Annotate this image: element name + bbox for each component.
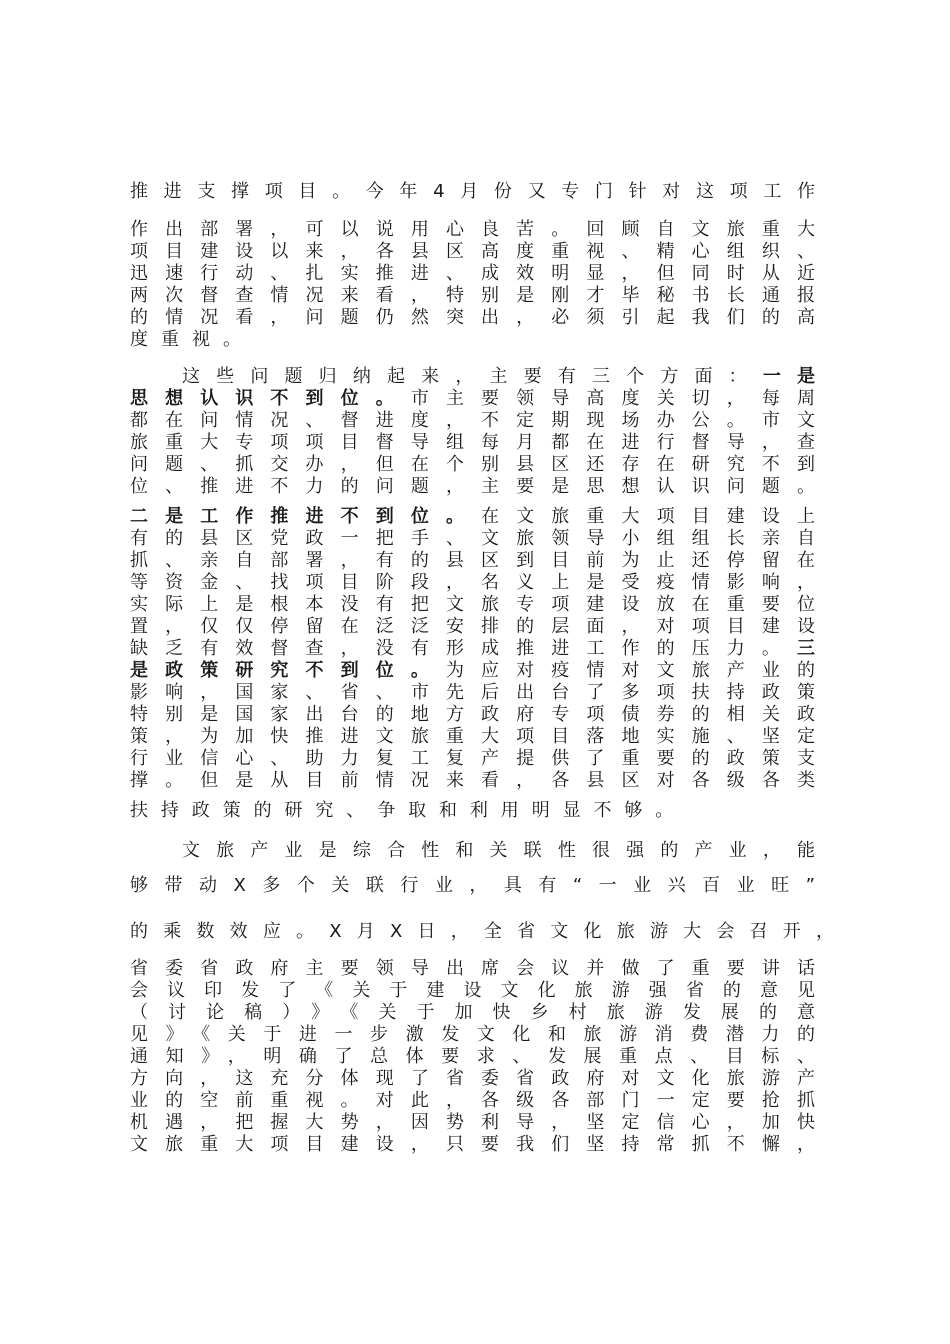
- text-line: 通知》，明确了总体要求、发展重点、目标、: [130, 1046, 815, 1067]
- text-line: [130, 638, 815, 660]
- text-line: 实际上是根本没有把文旅专项建设放在重要位: [130, 594, 815, 615]
- text-line: 方向，这充分体现了省委省政府对文化旅游产: [130, 1068, 815, 1089]
- text-line: 位、推进不力的问题，主要是思想认识问题。: [130, 476, 815, 497]
- emphasis-run: 一是: [762, 366, 816, 387]
- text-line: 特别是国家出台的地方政府专项债券的相关政: [130, 704, 815, 725]
- text-line: 文旅重大项目建设，只要我们坚持常抓不懈，: [130, 1134, 815, 1155]
- text-line: 见》《关于进一步激发文化和旅游消费潜力的: [130, 1024, 815, 1045]
- text-line: 抓、亲自部署，有的县区到目前为止还停留在: [130, 550, 815, 571]
- text-line: 的乘数效应。X月X日，全省文化旅游大会召开，: [130, 921, 834, 942]
- text-line: [130, 506, 815, 528]
- text-line: 够带动X多个关联行业，具有“一业兴百业旺”: [130, 875, 815, 896]
- text-line: 置，仅仅停留在泛泛安排的层面，对项目建设: [130, 616, 815, 637]
- text-line: 文旅产业是综合性和关联性很强的产业，能: [182, 840, 815, 861]
- text-line: 两次督查情况来看，特别是刚才毕秘书长通报: [130, 285, 815, 306]
- heading-point-2: 二是工作推进不到位。: [130, 506, 482, 527]
- text-run: 为应对疫情对文旅产业的: [445, 660, 816, 681]
- text-line: 作出部署，可以说用心良苦。回顾自文旅重大: [130, 219, 815, 240]
- text-line: 会议印发了《关于建设文化旅游强省的意见: [130, 980, 815, 1001]
- text-line: 策，为加快推进文旅重大项目落地实施、坚定: [130, 726, 815, 747]
- text-line: 影响，国家、省、市先后出台了多项扶持政策: [130, 682, 815, 703]
- text-run: 这些问题归纳起来，主要有三个方面：: [182, 366, 763, 387]
- text-line: 有的县区党政一把手、文旅领导小组组长亲自: [130, 528, 815, 549]
- text-line: [182, 366, 815, 388]
- text-line: 省委省政府主要领导出席会议并做了重要讲话: [130, 958, 815, 979]
- text-line: 项目建设以来，各县区高度重视、精心组织、: [130, 241, 815, 262]
- text-line: [130, 388, 815, 410]
- text-run: 在文旅重大项目建设上: [481, 506, 816, 527]
- heading-point-1: 思想认识不到位。: [130, 388, 411, 409]
- text-line: 行业信心、助力复工复产提供了重要的政策支: [130, 748, 815, 769]
- text-line: 业的空前重视。对此，各级各部门一定要抢抓: [130, 1090, 815, 1111]
- text-line: [130, 660, 815, 682]
- text-line: 撑。但是从目前情况来看，各县区对各级各类: [130, 770, 815, 791]
- text-line: 旅重大专项项目督导组每月都在进行督导，查: [130, 432, 815, 453]
- text-line: 迅速行动、扎实推进、成效明显，但同时从近: [130, 263, 815, 284]
- text-line: （讨论稿）》《关于加快乡村旅游发展的意: [130, 1002, 815, 1023]
- text-line: 问题、抓交办，但在个别县区还存在研究不到: [130, 454, 815, 475]
- text-line: 推进支撑项目。今年4月份又专门针对这项工作: [130, 181, 815, 202]
- text-line: 度重视。: [130, 329, 254, 350]
- text-line: 都在问情况、督进度，不定期现场办公。市文: [130, 410, 815, 431]
- text-run: 缺乏有效督查，没有形成推进工作的压力。: [130, 638, 797, 659]
- text-run: 市主要领导高度关切，每周: [410, 388, 816, 409]
- heading-point-3: 是政策研究不到位。: [130, 660, 446, 681]
- text-line: 机遇，把握大势，因势利导，坚定信心，加快: [130, 1112, 815, 1133]
- text-line: 等资金、找项目阶段，名义上是受疫情影响，: [130, 572, 815, 593]
- text-line: 扶持政策的研究、争取和利用明显不够。: [130, 800, 687, 821]
- emphasis-run: 三: [797, 638, 815, 659]
- text-line: 的情况看，问题仍然突出，必须引起我们的高: [130, 307, 815, 328]
